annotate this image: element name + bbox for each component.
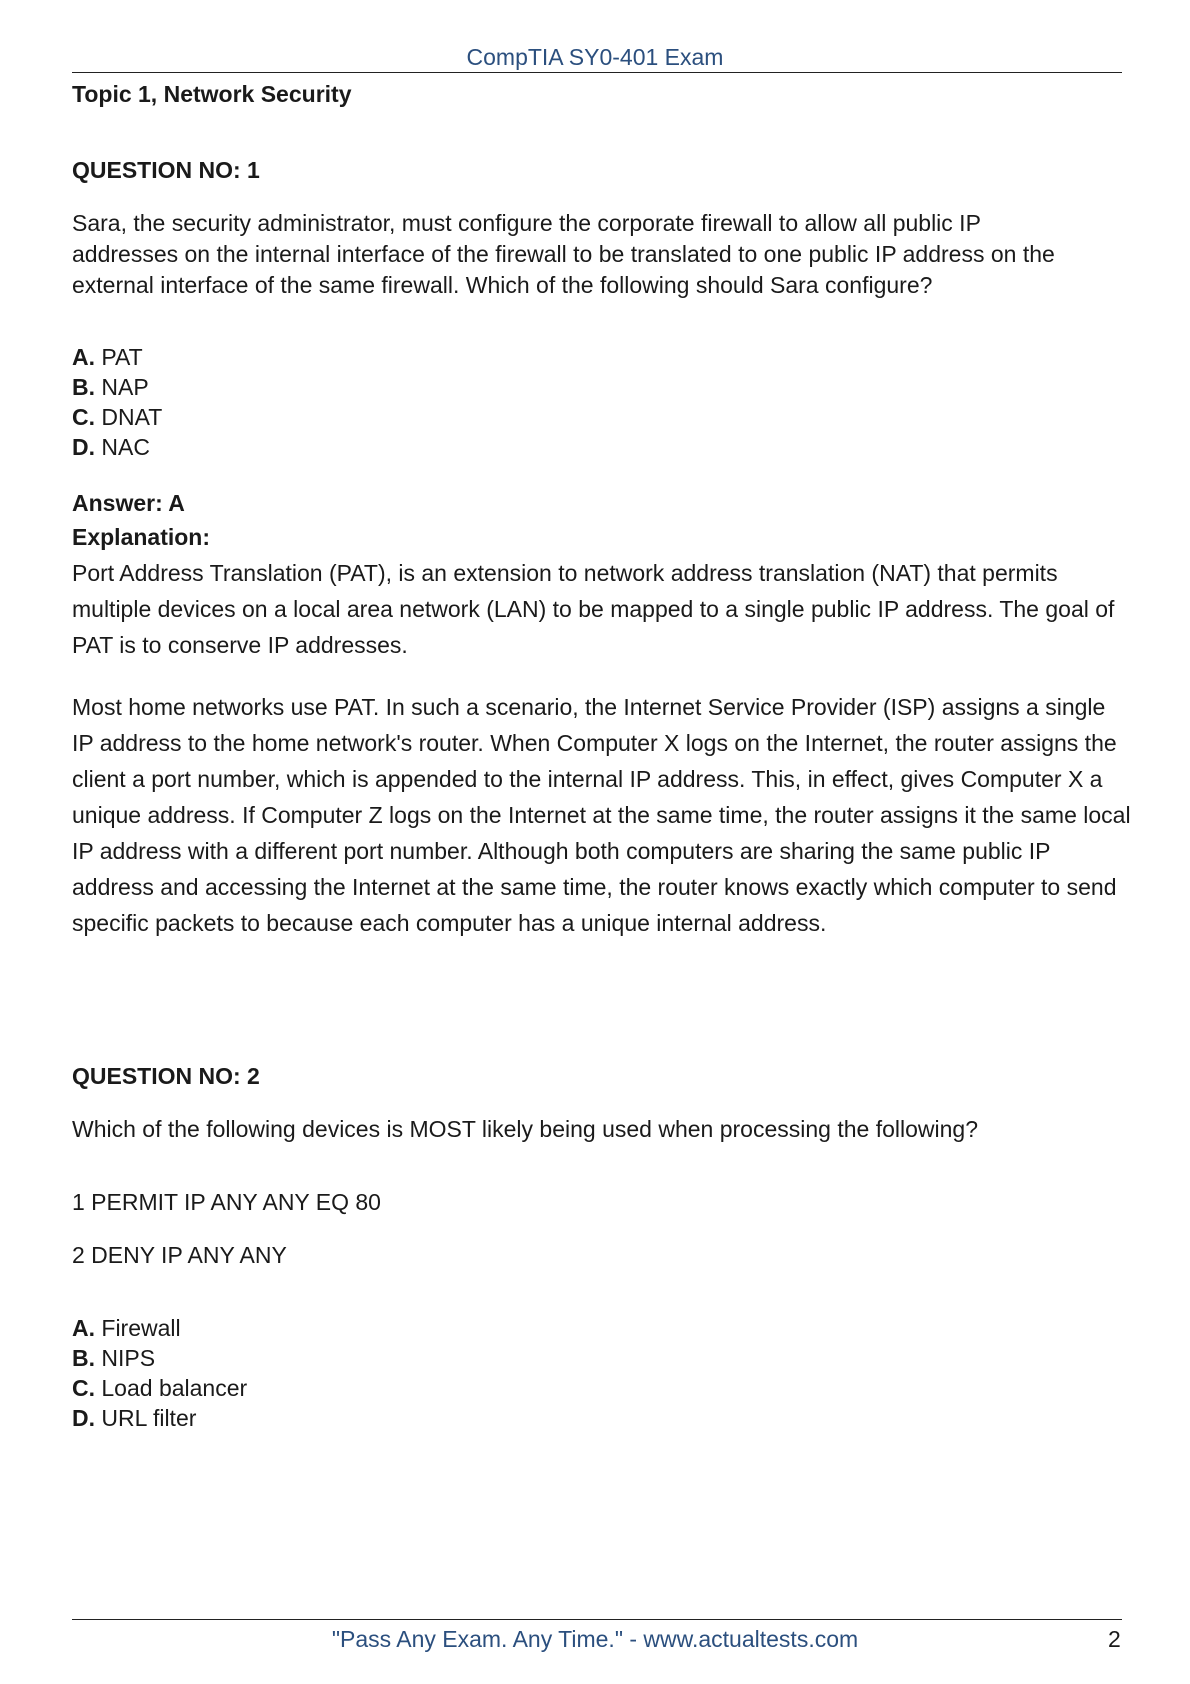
footer-link-text[interactable]: "Pass Any Exam. Any Time." - www.actualtests.com	[331, 1626, 859, 1652]
q1-option-a: A. PAT	[72, 344, 143, 370]
page-number: 2	[1108, 1626, 1121, 1652]
explanation-paragraph-1: Port Address Translation (PAT), is an extension to network address translation (NAT) that permits multiple devices on a local area network (LAN) to be mapped to a single public IP address. The goal of PAT is to conserve IP addresses.	[72, 560, 1115, 658]
q2-option-a: A. Firewall	[72, 1315, 181, 1341]
footer-rule	[72, 1619, 1122, 1620]
question-1-heading: QUESTION NO: 1	[72, 157, 260, 183]
explanation-label: Explanation:	[72, 524, 211, 550]
q1-option-b: B. NAP	[72, 374, 149, 400]
acl-rule-2: 2 DENY IP ANY ANY	[72, 1242, 287, 1268]
header-rule	[72, 72, 1122, 73]
q1-option-d: D. NAC	[72, 434, 150, 460]
question-1-answer: Answer: A	[72, 490, 185, 516]
question-2-heading: QUESTION NO: 2	[72, 1063, 260, 1089]
q2-option-d: D. URL filter	[72, 1405, 197, 1431]
q1-option-c: C. DNAT	[72, 404, 163, 430]
question-2-text: Which of the following devices is MOST likely being used when processing the following?	[72, 1116, 978, 1142]
q2-option-c: C. Load balancer	[72, 1375, 248, 1401]
question-1-text: Sara, the security administrator, must configure the corporate firewall to allow all public IP addresses on the internal interface of the firewall to be translated to one public IP address on the external interface of the same firewall. Which of the following should Sara configure?	[72, 210, 1055, 298]
header-title: CompTIA SY0-401 Exam	[466, 44, 724, 70]
topic-heading: Topic 1, Network Security	[72, 81, 352, 107]
q2-option-b: B. NIPS	[72, 1345, 156, 1371]
explanation-paragraph-2: Most home networks use PAT. In such a scenario, the Internet Service Provider (ISP) assigns a single IP address to the home network's router. When Computer X logs on the Internet, the router assigns the client a port number, which is appended to the internal IP address. This, in effect, gives Computer X a unique address. If Computer Z logs on the Internet at the same time, the router assigns it the same local IP address with a different port number. Although both computers are sharing the same public IP address and accessing the Internet at the same time, the router knows exactly which computer to send specific packets to because each computer has a unique internal address.	[72, 694, 1131, 936]
acl-rule-1: 1 PERMIT IP ANY ANY EQ 80	[72, 1189, 381, 1215]
